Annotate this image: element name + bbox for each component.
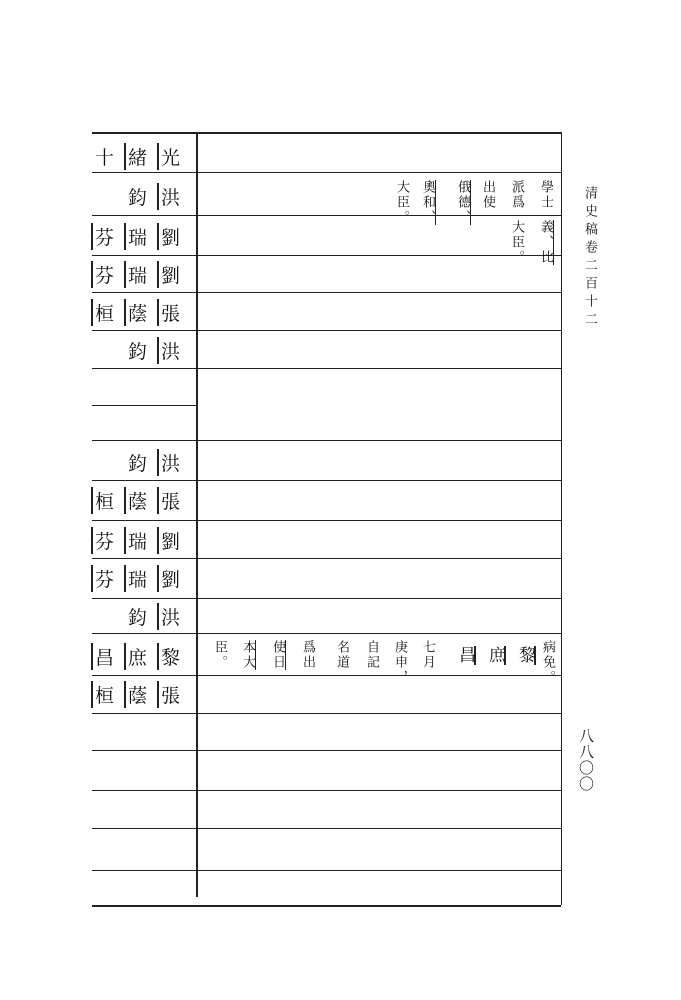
note-column: 庶	[485, 646, 505, 665]
page-header: 清史稿卷二百十二	[582, 186, 597, 330]
note-column: 七月	[420, 640, 435, 670]
name-cell: 張 蔭 桓	[92, 676, 196, 712]
note-column: 學士	[538, 180, 553, 210]
name-cell: 洪 鈞	[92, 178, 196, 214]
table-bottom-rule	[92, 905, 561, 907]
name-cell: 張 蔭 桓	[92, 482, 196, 518]
name-cell: 黎 庶 昌	[92, 638, 196, 674]
note-column: 自記	[364, 640, 379, 670]
name-cell: 光 緒 十	[92, 140, 196, 172]
row-rule	[92, 713, 561, 714]
name-cell: 洪 鈞	[92, 444, 196, 480]
row-rule	[92, 828, 561, 829]
page-number: 八八〇〇	[577, 728, 595, 792]
row-rule	[92, 790, 561, 791]
note-column: 病免。	[540, 640, 555, 685]
note-column: 庚申，	[392, 640, 407, 685]
table-top-rule	[92, 132, 561, 134]
name-cell: 張 蔭 桓	[92, 294, 196, 330]
name-cell: 劉 瑞 芬	[92, 522, 196, 558]
row-rule	[92, 368, 561, 369]
row-rule	[92, 870, 561, 871]
name-cell: 洪 鈞	[92, 332, 196, 368]
row-rule	[92, 292, 561, 293]
note-column: 大臣。	[394, 180, 409, 225]
row-rule	[92, 405, 196, 406]
row-rule	[92, 520, 561, 521]
note-column: 出使	[480, 180, 495, 210]
row-rule	[92, 440, 561, 441]
note-column: 義、比	[538, 220, 553, 265]
row-rule	[92, 330, 561, 331]
note-column: 臣。	[212, 640, 227, 670]
row-rule	[92, 750, 561, 751]
note-column: 名道	[334, 640, 349, 670]
name-cell: 劉 瑞 芬	[92, 256, 196, 292]
name-cell: 劉 瑞 芬	[92, 560, 196, 596]
row-rule	[92, 480, 561, 481]
note-column: 大臣。	[509, 220, 524, 265]
row-rule	[92, 215, 561, 216]
note-column: 本大	[240, 640, 255, 670]
note-column: 黎	[515, 646, 535, 665]
note-column: 爲出	[300, 640, 315, 670]
note-column: 昌	[455, 646, 475, 665]
row-rule	[92, 558, 561, 559]
note-column: 奧和、	[420, 180, 435, 225]
column-divider	[196, 132, 198, 897]
note-column: 派爲	[509, 180, 524, 210]
name-cell: 劉 瑞 芬	[92, 218, 196, 254]
right-border	[561, 132, 562, 905]
row-rule	[92, 172, 561, 173]
name-cell: 洪 鈞	[92, 598, 196, 634]
note-column: 使日	[270, 640, 285, 670]
note-column: 俄德、	[455, 180, 470, 225]
